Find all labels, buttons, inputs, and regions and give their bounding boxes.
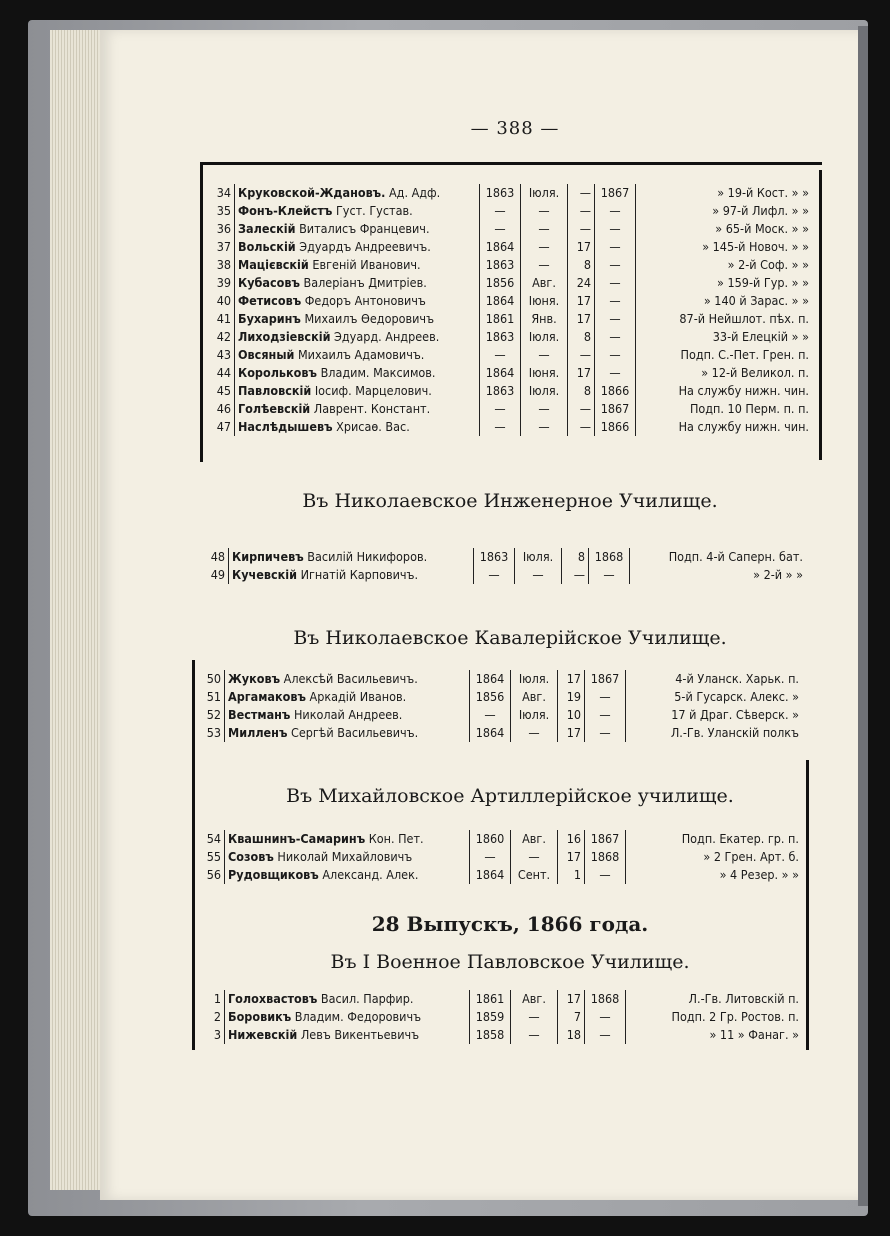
row-number: 35 — [206, 202, 235, 220]
remark-cell: Л.-Гв. Литовскій п. — [688, 991, 799, 1006]
graduation-year-cell: 1867 — [585, 830, 626, 848]
row-number: 52 — [196, 706, 225, 724]
month-cell: — — [521, 346, 568, 364]
remark-cell: » 97-й Лифл. » » — [712, 203, 809, 218]
month-cell: — — [521, 238, 568, 256]
surname: Вольскій — [238, 239, 296, 254]
graduation-year-cell: — — [595, 310, 636, 328]
day-cell: 17 — [568, 292, 595, 310]
day-cell: — — [562, 566, 589, 584]
surname: Боровикъ — [228, 1009, 292, 1024]
surname: Нижевскій — [228, 1027, 298, 1042]
surname: Бухаринъ — [238, 311, 301, 326]
table-row — [206, 328, 812, 346]
graduation-year-cell: 1868 — [585, 848, 626, 866]
person-name — [235, 202, 480, 220]
person-name — [229, 548, 474, 566]
section-table-3 — [196, 830, 802, 884]
row-number: 53 — [196, 724, 225, 742]
person-name — [225, 706, 470, 724]
given-names: Александ. Алек. — [322, 867, 419, 882]
row-number: 3 — [196, 1026, 225, 1044]
year-cell: 1858 — [470, 1026, 511, 1044]
person-name — [225, 990, 470, 1008]
month-cell: Авг. — [511, 990, 558, 1008]
year-cell: — — [480, 346, 521, 364]
day-cell: — — [568, 418, 595, 436]
given-names: Владим. Федоровичъ — [294, 1009, 422, 1024]
person-name — [225, 688, 470, 706]
given-names: Евгеній Иванович. — [312, 257, 421, 272]
year-cell: 1863 — [480, 256, 521, 274]
month-cell: Іюня. — [521, 292, 568, 310]
remark-cell: 5-й Гусарск. Алекс. » — [674, 689, 799, 704]
surname: Павловскій — [238, 383, 312, 398]
table-right-rule — [819, 170, 822, 460]
year-cell: — — [480, 418, 521, 436]
year-cell: — — [480, 202, 521, 220]
day-cell: — — [568, 400, 595, 418]
row-number: 2 — [196, 1008, 225, 1026]
remark-cell: Подп. С.-Пет. Грен. п. — [680, 347, 809, 362]
table-row — [206, 238, 812, 256]
given-names: Василій Никифоров. — [307, 549, 428, 564]
section-table-0 — [206, 184, 812, 436]
graduation-year-cell: — — [585, 688, 626, 706]
surname: Квашнинъ-Самаринъ — [228, 831, 366, 846]
person-name — [235, 382, 480, 400]
person-name — [235, 418, 480, 436]
given-names: Николай Андреев. — [293, 707, 403, 722]
table-row — [206, 256, 812, 274]
surname: Мацієвскій — [238, 257, 309, 272]
month-cell: — — [511, 848, 558, 866]
graduation-year-cell: — — [585, 1026, 626, 1044]
year-cell: — — [470, 706, 511, 724]
remark-cell: » 2-й » » — [753, 567, 803, 582]
page-number: — 388 — — [470, 118, 560, 139]
month-cell: Іюля. — [515, 548, 562, 566]
table-left-rule — [200, 162, 203, 462]
graduation-year-cell: — — [595, 364, 636, 382]
table-row — [206, 274, 812, 292]
year-cell: — — [470, 848, 511, 866]
given-names: Владим. Максимов. — [320, 365, 436, 380]
section-heading-4: Въ I Военное Павловское Училище. — [330, 951, 690, 973]
table-row — [206, 292, 812, 310]
year-cell: 1863 — [480, 184, 521, 202]
surname: Рудовщиковъ — [228, 867, 319, 882]
day-cell: 8 — [562, 548, 589, 566]
table-row — [196, 724, 802, 742]
person-name — [225, 670, 470, 688]
surname: Фонъ-Клейстъ — [238, 203, 333, 218]
surname: Наслѣдышевъ — [238, 419, 333, 434]
table-row — [206, 310, 812, 328]
year-cell: 1856 — [470, 688, 511, 706]
surname: Голохвастовъ — [228, 991, 318, 1006]
year-cell: 1864 — [480, 292, 521, 310]
graduation-year-cell: 1867 — [595, 184, 636, 202]
person-name — [235, 328, 480, 346]
graduation-year-cell: 1867 — [585, 670, 626, 688]
month-cell: Іюля. — [511, 670, 558, 688]
month-cell: Янв. — [521, 310, 568, 328]
given-names: Ад. Адф. — [388, 185, 441, 200]
day-cell: 19 — [558, 688, 585, 706]
remark-cell: » 65-й Моск. » » — [715, 221, 809, 236]
table-row — [196, 990, 802, 1008]
graduation-year-cell: — — [595, 274, 636, 292]
section-table-2 — [196, 670, 802, 742]
graduation-year-cell: — — [589, 566, 630, 584]
surname: Аргамаковъ — [228, 689, 306, 704]
remark-cell: » 12-й Великол. п. — [701, 365, 809, 380]
day-cell: 18 — [558, 1026, 585, 1044]
surname: Милленъ — [228, 725, 288, 740]
table-row — [206, 382, 812, 400]
table-left-rule-lower — [192, 660, 195, 1050]
row-number: 56 — [196, 866, 225, 884]
remark-cell: Подп. 4-й Саперн. бат. — [668, 549, 803, 564]
row-number: 39 — [206, 274, 235, 292]
graduation-year-cell: — — [585, 706, 626, 724]
remark-cell: » 19-й Кост. » » — [717, 185, 809, 200]
month-cell: — — [511, 724, 558, 742]
day-cell: — — [568, 346, 595, 364]
table-row — [206, 202, 812, 220]
table-row — [196, 830, 802, 848]
table-row — [200, 566, 806, 584]
row-number: 38 — [206, 256, 235, 274]
year-cell: 1864 — [470, 724, 511, 742]
person-name — [225, 724, 470, 742]
month-cell: — — [521, 256, 568, 274]
remark-cell: Подп. 2 Гр. Ростов. п. — [671, 1009, 799, 1024]
table-row — [196, 1026, 802, 1044]
given-names: Сергѣй Васильевичъ. — [290, 725, 419, 740]
day-cell: 17 — [558, 724, 585, 742]
row-number: 54 — [196, 830, 225, 848]
remark-cell: На службу нижн. чин. — [678, 419, 809, 434]
year-cell: 1860 — [470, 830, 511, 848]
graduation-year-cell: — — [595, 220, 636, 238]
month-cell: — — [521, 418, 568, 436]
given-names: Васил. Парфир. — [320, 991, 414, 1006]
row-number: 45 — [206, 382, 235, 400]
remark-cell: » 2-й Соф. » » — [727, 257, 809, 272]
day-cell: 17 — [558, 848, 585, 866]
table-row — [206, 364, 812, 382]
year-cell: 1863 — [480, 382, 521, 400]
surname: Круковской-Ждановъ. — [238, 185, 386, 200]
remark-cell: » 4 Резер. » » — [719, 867, 799, 882]
year-cell: 1864 — [480, 238, 521, 256]
section-table-1 — [200, 548, 806, 584]
given-names: Михаилъ Өедоровичъ — [304, 311, 435, 326]
day-cell: 17 — [558, 990, 585, 1008]
person-name — [235, 274, 480, 292]
remark-cell: На службу нижн. чин. — [678, 383, 809, 398]
month-cell: — — [521, 400, 568, 418]
row-number: 48 — [200, 548, 229, 566]
row-number: 40 — [206, 292, 235, 310]
day-cell: 10 — [558, 706, 585, 724]
remark-cell: 87-й Нейшлот. пѣх. п. — [679, 311, 809, 326]
graduation-year-cell: 1868 — [589, 548, 630, 566]
table-row — [206, 346, 812, 364]
graduation-year-cell: — — [595, 292, 636, 310]
surname: Жуковъ — [228, 671, 281, 686]
given-names: Виталисъ Францевич. — [299, 221, 430, 236]
surname: Созовъ — [228, 849, 274, 864]
table-row — [196, 670, 802, 688]
person-name — [235, 256, 480, 274]
year-cell: 1861 — [480, 310, 521, 328]
given-names: Николай Михайловичъ — [277, 849, 413, 864]
given-names: Федоръ Антоновичъ — [304, 293, 426, 308]
graduation-year-cell: — — [585, 866, 626, 884]
table-row — [206, 418, 812, 436]
person-name — [225, 1008, 470, 1026]
given-names: Эдуард. Андреев. — [334, 329, 440, 344]
person-name — [235, 346, 480, 364]
year-cell: 1864 — [470, 866, 511, 884]
surname: Кубасовъ — [238, 275, 300, 290]
row-number: 43 — [206, 346, 235, 364]
day-cell: 8 — [568, 256, 595, 274]
section-table-4 — [196, 990, 802, 1044]
day-cell: 17 — [568, 310, 595, 328]
surname: Корольковъ — [238, 365, 317, 380]
surname: Лиходзіевскій — [238, 329, 331, 344]
person-name — [235, 292, 480, 310]
table-row — [206, 400, 812, 418]
month-cell: — — [511, 1008, 558, 1026]
section-heading-2: Въ Николаевское Кавалерійское Училище. — [293, 627, 727, 649]
day-cell: 17 — [568, 238, 595, 256]
year-cell: — — [480, 220, 521, 238]
remark-cell: 4-й Уланск. Харьк. п. — [675, 671, 799, 686]
remark-cell: 17 й Драг. Сѣверск. » — [671, 707, 799, 722]
row-number: 1 — [196, 990, 225, 1008]
remark-cell: » 140 й Зарас. » » — [703, 293, 809, 308]
day-cell: 17 — [558, 670, 585, 688]
given-names: Игнатій Карповичъ. — [300, 567, 419, 582]
row-number: 49 — [200, 566, 229, 584]
surname: Голѣевскій — [238, 401, 311, 416]
graduation-year-cell: 1867 — [595, 400, 636, 418]
day-cell: 8 — [568, 328, 595, 346]
graduation-year-cell: — — [595, 346, 636, 364]
person-name — [235, 220, 480, 238]
given-names: Густ. Густав. — [335, 203, 413, 218]
month-cell: Іюля. — [521, 382, 568, 400]
graduation-year-cell: 1868 — [585, 990, 626, 1008]
given-names: Аркадій Иванов. — [309, 689, 407, 704]
given-names: Алексѣй Васильевичъ. — [283, 671, 418, 686]
table-row — [200, 548, 806, 566]
table-row — [206, 184, 812, 202]
table-row — [196, 848, 802, 866]
remark-cell: » 159-й Гур. » » — [717, 275, 809, 290]
month-cell: Авг. — [511, 830, 558, 848]
month-cell: Сент. — [511, 866, 558, 884]
row-number: 44 — [206, 364, 235, 382]
person-name — [235, 310, 480, 328]
remark-cell: Подп. 10 Перм. п. п. — [689, 401, 809, 416]
row-number: 55 — [196, 848, 225, 866]
year-cell: 1863 — [480, 328, 521, 346]
row-number: 36 — [206, 220, 235, 238]
day-cell: — — [568, 184, 595, 202]
person-name — [225, 830, 470, 848]
year-cell: 1863 — [474, 548, 515, 566]
month-cell: Іюня. — [521, 364, 568, 382]
day-cell: 24 — [568, 274, 595, 292]
row-number: 34 — [206, 184, 235, 202]
section-heading-3: Въ Михайловское Артиллерійское училище. — [286, 785, 734, 807]
given-names: Валеріанъ Дмитріев. — [303, 275, 427, 290]
given-names: Эдуардъ Андреевичъ. — [299, 239, 431, 254]
remark-cell: » 11 » Фанаг. » — [709, 1027, 799, 1042]
month-cell: — — [521, 220, 568, 238]
table-row — [196, 706, 802, 724]
given-names: Кон. Пет. — [368, 831, 424, 846]
table-row — [196, 688, 802, 706]
month-cell: Іюля. — [511, 706, 558, 724]
given-names: Михаилъ Адамовичъ. — [297, 347, 425, 362]
remark-cell: Л.-Гв. Уланскій полкъ — [670, 725, 799, 740]
surname: Залескій — [238, 221, 296, 236]
month-cell: — — [521, 202, 568, 220]
person-name — [229, 566, 474, 584]
surname: Фетисовъ — [238, 293, 302, 308]
graduation-year-cell: 1866 — [595, 382, 636, 400]
row-number: 51 — [196, 688, 225, 706]
row-number: 37 — [206, 238, 235, 256]
surname: Кучевскій — [232, 567, 298, 582]
table-row — [206, 220, 812, 238]
section-heading-1: Въ Николаевское Инженерное Училище. — [302, 490, 718, 512]
person-name — [235, 184, 480, 202]
surname: Кирпичевъ — [232, 549, 304, 564]
year-cell: — — [480, 400, 521, 418]
table-row — [196, 1008, 802, 1026]
year-cell: 1859 — [470, 1008, 511, 1026]
surname: Овсяный — [238, 347, 295, 362]
year-cell: 1861 — [470, 990, 511, 1008]
given-names: Іосиф. Марцелович. — [314, 383, 432, 398]
remark-cell: » 2 Грен. Арт. б. — [703, 849, 799, 864]
person-name — [235, 238, 480, 256]
year-cell: — — [474, 566, 515, 584]
cover-edge — [858, 26, 868, 1206]
person-name — [225, 848, 470, 866]
person-name — [235, 400, 480, 418]
year-cell: 1864 — [470, 670, 511, 688]
row-number: 41 — [206, 310, 235, 328]
table-top-rule — [200, 162, 822, 165]
row-number: 47 — [206, 418, 235, 436]
graduation-year-cell: 1866 — [595, 418, 636, 436]
graduation-year-cell: — — [585, 724, 626, 742]
graduation-year-cell: — — [585, 1008, 626, 1026]
given-names: Лаврент. Констант. — [313, 401, 431, 416]
year-cell: 1856 — [480, 274, 521, 292]
row-number: 42 — [206, 328, 235, 346]
graduation-year-cell: — — [595, 238, 636, 256]
remark-cell: » 145-й Новоч. » » — [702, 239, 809, 254]
day-cell: 1 — [558, 866, 585, 884]
given-names: Левъ Викентьевичъ — [300, 1027, 420, 1042]
month-cell: Іюля. — [521, 184, 568, 202]
day-cell: 7 — [558, 1008, 585, 1026]
day-cell: — — [568, 220, 595, 238]
graduation-year-cell: — — [595, 328, 636, 346]
day-cell: 17 — [568, 364, 595, 382]
row-number: 46 — [206, 400, 235, 418]
month-cell: Авг. — [521, 274, 568, 292]
surname: Вестманъ — [228, 707, 291, 722]
day-cell: 16 — [558, 830, 585, 848]
table-row — [196, 866, 802, 884]
given-names: Хрисаѳ. Вас. — [336, 419, 410, 434]
row-number: 50 — [196, 670, 225, 688]
month-cell: Авг. — [511, 688, 558, 706]
month-cell: — — [515, 566, 562, 584]
remark-cell: Подп. Екатер. гр. п. — [681, 831, 799, 846]
person-name — [225, 1026, 470, 1044]
issue-heading: 28 Выпускъ, 1866 года. — [371, 912, 649, 936]
day-cell: 8 — [568, 382, 595, 400]
month-cell: Іюля. — [521, 328, 568, 346]
remark-cell: 33-й Елецкій » » — [712, 329, 809, 344]
graduation-year-cell: — — [595, 256, 636, 274]
month-cell: — — [511, 1026, 558, 1044]
year-cell: 1864 — [480, 364, 521, 382]
graduation-year-cell: — — [595, 202, 636, 220]
person-name — [225, 866, 470, 884]
day-cell: — — [568, 202, 595, 220]
person-name — [235, 364, 480, 382]
